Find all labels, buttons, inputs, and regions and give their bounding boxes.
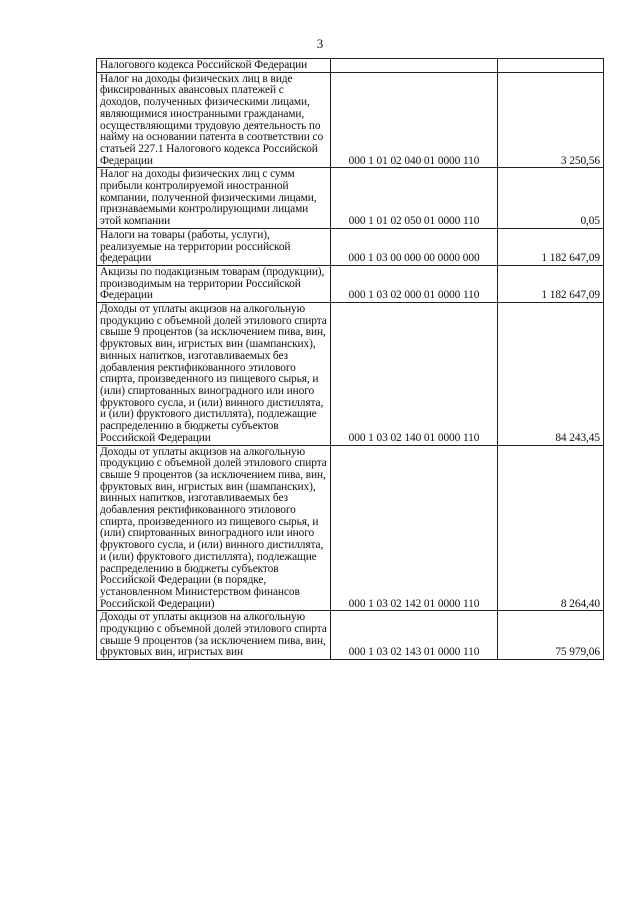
income-name: Налоги на товары (работы, услуги), реализуемые на территории российской федерации [97, 228, 331, 265]
page-number: 3 [316, 36, 324, 51]
budget-code [331, 59, 498, 73]
amount: 8 264,40 [498, 445, 604, 611]
budget-code: 000 1 03 02 140 01 0000 110 [331, 303, 498, 445]
budget-code: 000 1 03 02 142 01 0000 110 [331, 445, 498, 611]
table-row [97, 228, 604, 265]
income-name: Налог на доходы физических лиц с сумм прибыли контролируемой иностранной компании, полученной физическими лицами, признаваемыми контролирующими лицами этой компании [97, 168, 331, 229]
amount: 1 182 647,09 [498, 228, 604, 265]
budget-code: 000 1 01 02 050 01 0000 110 [331, 168, 498, 229]
income-name: Акцизы по подакцизным товарам (продукции), производимым на территории Российской Федерации [97, 265, 331, 302]
amount [498, 59, 604, 73]
budget-code: 000 1 01 02 040 01 0000 110 [331, 72, 498, 168]
budget-code: 000 1 03 02 000 01 0000 110 [331, 265, 498, 302]
income-name: Налог на доходы физических лиц в виде фиксированных авансовых платежей с доходов, полученных физическими лицами, являющимися иностранными гражданами, осуществляющими трудовую деятельность по найму на основании патента в соответствии со статьей 227.1 Налогового кодекса Российской Федерации [97, 72, 331, 168]
budget-code: 000 1 03 02 143 01 0000 110 [331, 611, 498, 660]
table-row [97, 168, 604, 229]
table-row [97, 59, 604, 73]
amount: 3 250,56 [498, 72, 604, 168]
amount: 75 979,06 [498, 611, 604, 660]
table-row [97, 445, 604, 611]
table-row [97, 303, 604, 445]
budget-revenue-table [96, 58, 604, 660]
income-name: Доходы от уплаты акцизов на алкогольную продукцию с объемной долей этилового спирта свыше 9 процентов (за исключением пива, вин, фруктовых вин, игристых вин [97, 611, 331, 660]
income-name: Доходы от уплаты акцизов на алкогольную продукцию с объемной долей этилового спирта свыше 9 процентов (за исключением пива, вин, фруктовых вин, игристых вин (шампанских), винных напитков, изготавливаемых без добавления ректификованного этилового спирта, произведенного из пищевого сырья, и (или) спиртованных виноградного или иного фруктового сусла, и (или) винного дистиллята, и (или) фруктового дистиллята), подлежащие распределению в бюджеты субъектов Российской Федерации (в порядке, установленном Министерством финансов Российской Федерации) [97, 445, 331, 611]
table-row [97, 611, 604, 660]
amount: 0,05 [498, 168, 604, 229]
table-row [97, 265, 604, 302]
income-name: Налогового кодекса Российской Федерации [97, 59, 331, 73]
income-name: Доходы от уплаты акцизов на алкогольную продукцию с объемной долей этилового спирта свыше 9 процентов (за исключением пива, вин, фруктовых вин, игристых вин (шампанских), винных напитков, изготавливаемых без добавления ректификованного этилового спирта, произведенного из пищевого сырья, и (или) спиртованных виноградного или иного фруктового сусла, и (или) винного дистиллята, и (или) фруктового дистиллята), подлежащие распределению в бюджеты субъектов Российской Федерации [97, 303, 331, 445]
amount: 84 243,45 [498, 303, 604, 445]
budget-code: 000 1 03 00 000 00 0000 000 [331, 228, 498, 265]
amount: 1 182 647,09 [498, 265, 604, 302]
table-row [97, 72, 604, 168]
